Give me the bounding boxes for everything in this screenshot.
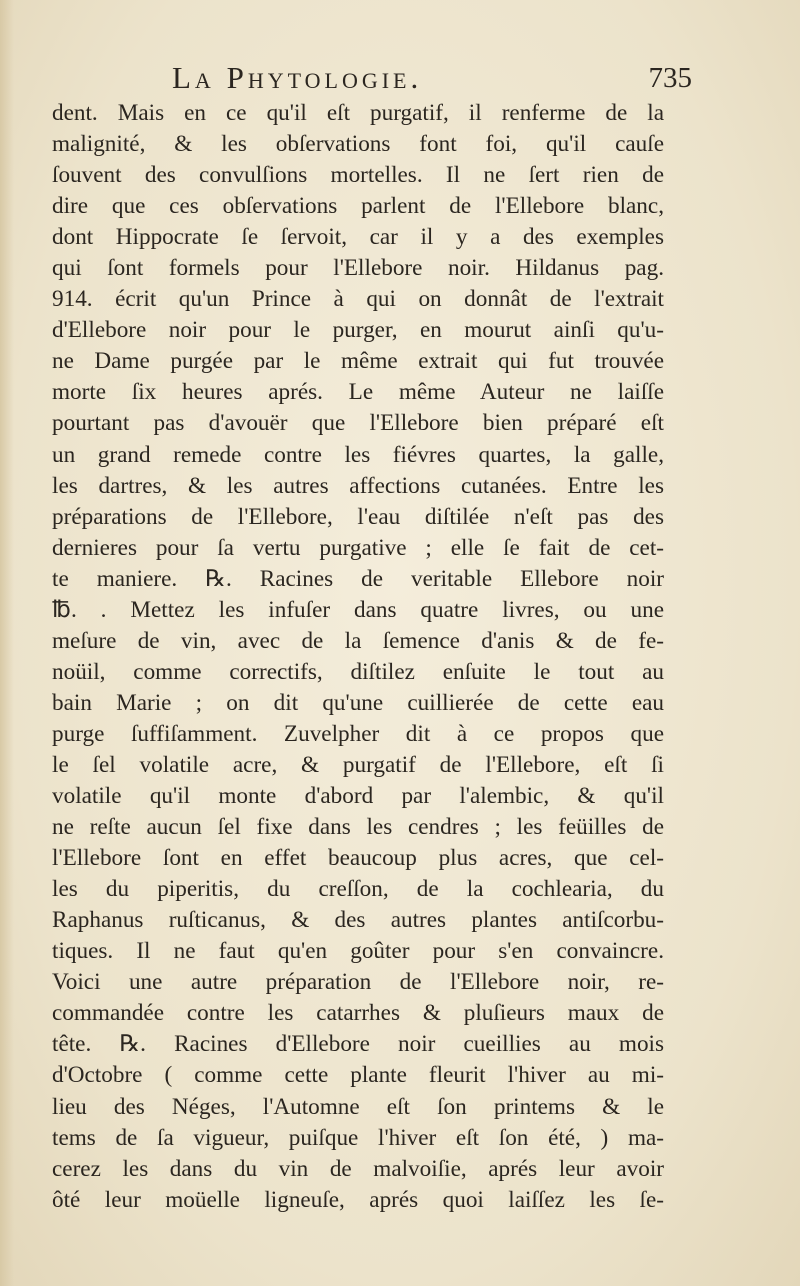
page-header <box>52 60 692 100</box>
text-line: bain Marie ; on dit qu'une cuillierée de cette eau <box>52 689 664 716</box>
text-line: ſouvent des convulſions mortelles. Il ne ſert rien de <box>52 162 664 189</box>
text-line: dont Hippocrate ſe ſervoit, car il y a des exemples <box>52 224 664 251</box>
text-line: tiques. Il ne faut qu'en goûter pour s'en convaincre. <box>52 938 664 965</box>
text-line: commandée contre les catarrhes & pluſieurs maux de <box>52 1000 664 1027</box>
text-line: ne Dame purgée par le même extrait qui fut trouvée <box>52 348 664 375</box>
body-text <box>52 98 664 1216</box>
text-line: lieu des Néges, l'Automne eſt ſon printems & le <box>52 1093 664 1120</box>
text-line: le ſel volatile acre, & purgatif de l'Ellebore, eſt ſi <box>52 751 664 778</box>
text-line: dire que ces obſervations parlent de l'Ellebore blanc, <box>52 193 664 220</box>
text-line: noüil, comme correctifs, diſtilez enſuite le tout au <box>52 658 664 685</box>
text-line: purge ſuffiſamment. Zuvelpher dit à ce propos que <box>52 720 664 747</box>
text-line: préparations de l'Ellebore, l'eau diſtilée n'eſt pas des <box>52 503 664 530</box>
text-line: pourtant pas d'avouër que l'Ellebore bien préparé eſt <box>52 410 664 437</box>
text-line: Voici une autre préparation de l'Ellebore noir, re- <box>52 969 664 996</box>
text-line: dent. Mais en ce qu'il eſt purgatif, il renferme de la <box>52 100 664 126</box>
text-line: qui ſont formels pour l'Ellebore noir. Hildanus pag. <box>52 255 664 282</box>
text-line: cerez les dans du vin de malvoiſie, aprés leur avoir <box>52 1155 664 1182</box>
text-line: 914. écrit qu'un Prince à qui on donnât de l'extrait <box>52 286 664 313</box>
text-line: te maniere. ℞. Racines de veritable Ellebore noir <box>52 565 664 592</box>
text-line: d'Ellebore noir pour le purger, en mourut ainſi qu'u- <box>52 317 664 344</box>
text-line: malignité, & les obſervations font foi, qu'il cauſe <box>52 131 664 158</box>
text-line: ne reſte aucun ſel fixe dans les cendres ; les feüilles de <box>52 814 664 841</box>
text-line: l'Ellebore ſont en effet beaucoup plus acres, que cel- <box>52 845 664 872</box>
page-edge-shadow <box>0 0 14 1286</box>
text-line: Raphanus ruſticanus, & des autres plantes antiſcorbu- <box>52 907 664 934</box>
text-line: un grand remede contre les fiévres quartes, la galle, <box>52 441 664 468</box>
text-line: ôté leur moüelle ligneuſe, aprés quoi laiſſez les ſe- <box>52 1186 664 1213</box>
running-title: La Phytologie. <box>172 60 423 95</box>
text-line: d'Octobre ( comme cette plante fleurit l'hiver au mi- <box>52 1062 664 1089</box>
text-line: meſure de vin, avec de la ſemence d'anis & de fe- <box>52 627 664 654</box>
text-line: volatile qu'il monte d'abord par l'alembic, & qu'il <box>52 783 664 810</box>
text-line: les dartres, & les autres affections cutanées. Entre les <box>52 472 664 499</box>
text-line: dernieres pour ſa vertu purgative ; elle ſe fait de cet- <box>52 534 664 561</box>
text-line: les du piperitis, du creſſon, de la cochlearia, du <box>52 876 664 903</box>
text-line: tête. ℞. Racines d'Ellebore noir cueillies au mois <box>52 1031 664 1058</box>
text-line: ℔. . Mettez les infuſer dans quatre livres, ou une <box>52 596 664 623</box>
text-line: tems de ſa vigueur, puiſque l'hiver eſt ſon été, ) ma- <box>52 1124 664 1151</box>
page-number: 735 <box>648 62 692 94</box>
text-line: morte ſix heures aprés. Le même Auteur ne laiſſe <box>52 379 664 406</box>
